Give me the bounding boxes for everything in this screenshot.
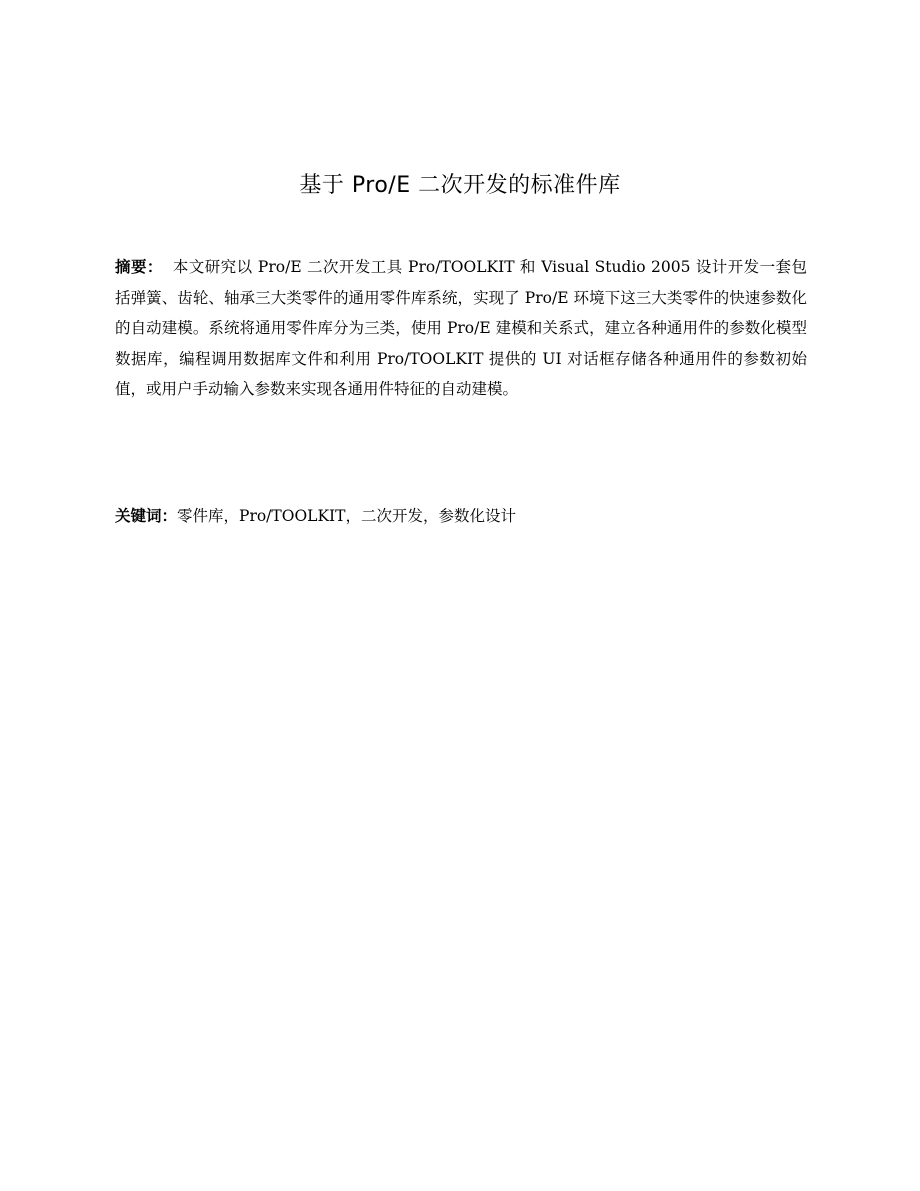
abstract-text: 本文研究以 Pro/E 二次开发工具 Pro/TOOLKIT 和 Visual Studio 2005 设计开发一套包括弹簧、齿轮、轴承三大类零件的通用零件库系统，实现了 Pro/E 环境下这三大类零件的快速参数化的自动建模。系统将通用零件库分为三类，使用 Pro/E 建模和关系式，建立各种通用件的参数化模型数据库，编程调用数据库文件和利用 Pro/TOOLKIT 提供的 UI 对话框存储各种通用件的参数初始值，或用户手动输入参数来实现各通用件特征的自动建模。: [115, 258, 807, 398]
keywords-text: 零件库，Pro/TOOLKIT，二次开发，参数化设计: [177, 507, 516, 525]
keywords-label: 关键词：: [115, 507, 178, 525]
abstract-section: [115, 252, 807, 405]
abstract-label: 摘要：: [115, 258, 163, 276]
keywords-section: [115, 502, 807, 530]
document-title: 基于 Pro/E 二次开发的标准件库: [299, 173, 621, 198]
